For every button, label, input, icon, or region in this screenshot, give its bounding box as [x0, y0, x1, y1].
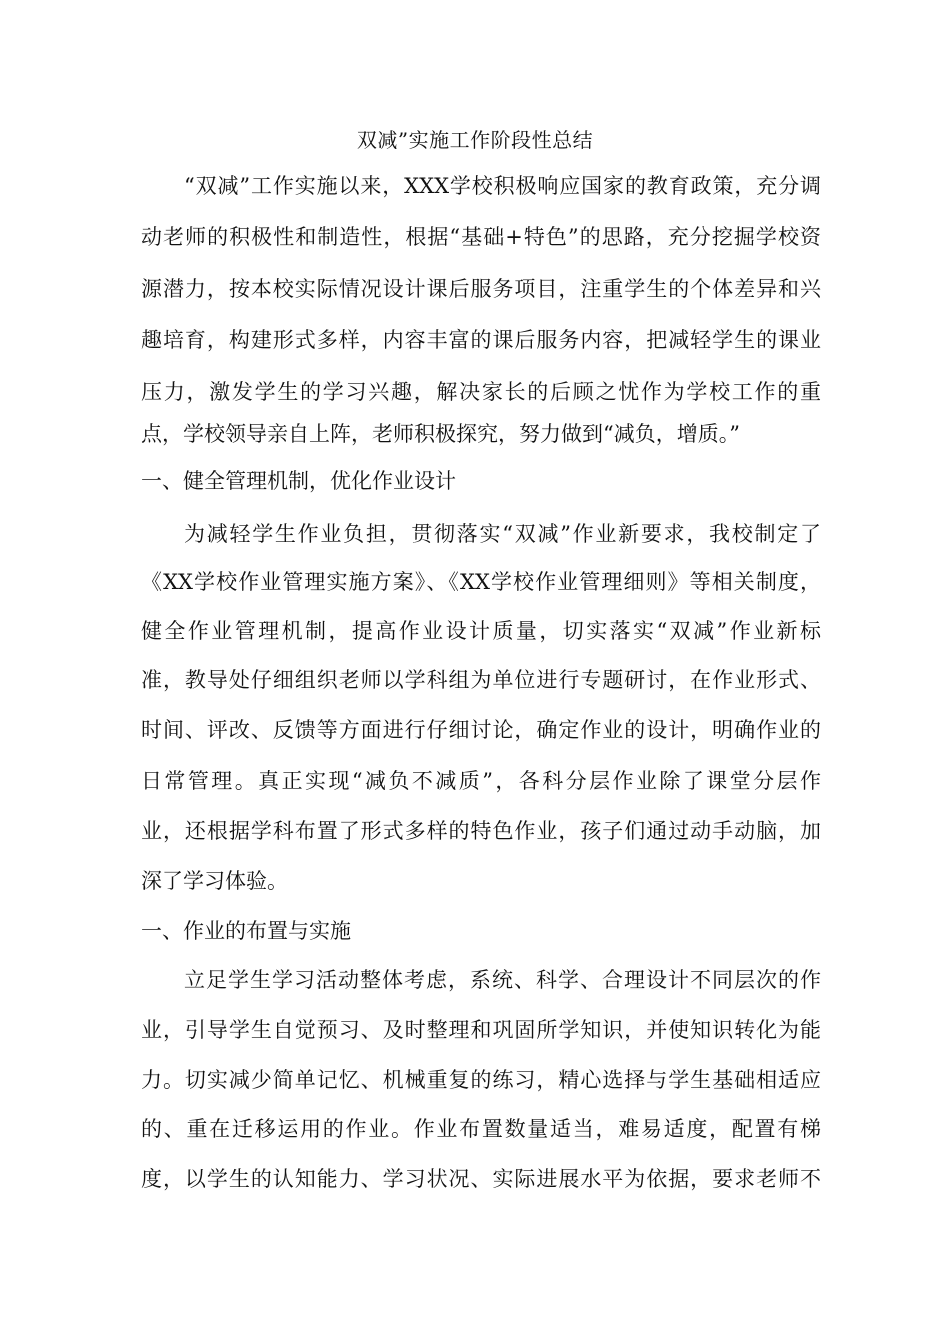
paragraph-1-line-2: 动老师的积极性和制造性，根据“基础+特色”的思路，充分挖掘学校资 — [141, 225, 821, 249]
paragraph-2-line-1: 为减轻学生作业负担，贯彻落实“双减”作业新要求，我校制定了 — [184, 522, 821, 546]
paragraph-1-line-4: 趣培育，构建形式多样，内容丰富的课后服务内容，把减轻学生的课业 — [141, 328, 821, 352]
paragraph-1-line-1: “双减”工作实施以来，XXX学校积极响应国家的教育政策，充分调 — [184, 174, 821, 198]
paragraph-2-line-4: 准，教导处仔细组织老师以学科组为单位进行专题研讨，在作业形式、 — [141, 668, 821, 692]
paragraph-3-line-3: 力。切实减少简单记忆、机械重复的练习，精心选择与学生基础相适应 — [141, 1068, 821, 1092]
paragraph-2-line-8: 深了学习体验。 — [141, 869, 288, 893]
section-heading-2: 一、作业的布置与实施 — [141, 919, 351, 943]
paragraph-3-line-5: 度，以学生的认知能力、学习状况、实际进展水平为依据，要求老师不 — [141, 1167, 821, 1191]
paragraph-2-line-3: 健全作业管理机制，提高作业设计质量，切实落实“双减”作业新标 — [141, 619, 821, 643]
paragraph-1-line-5: 压力，激发学生的学习兴趣，解决家长的后顾之忧作为学校工作的重 — [141, 380, 821, 404]
paragraph-2-line-7: 业，还根据学科布置了形式多样的特色作业，孩子们通过动手动脑，加 — [141, 819, 821, 843]
paragraph-2-line-2: 《XX学校作业管理实施方案》、《XX学校作业管理细则》等相关制度， — [141, 570, 821, 594]
paragraph-3-line-2: 业，引导学生自觉预习、及时整理和巩固所学知识，并使知识转化为能 — [141, 1018, 821, 1042]
section-heading-1: 一、健全管理机制，优化作业设计 — [141, 469, 456, 493]
paragraph-2-line-5: 时间、评改、反馈等方面进行仔细讨论，确定作业的设计，明确作业的 — [141, 718, 821, 742]
document-title: 双减”实施工作阶段性总结 — [356, 128, 594, 152]
paragraph-2-line-6: 日常管理。真正实现“减负不减质”，各科分层作业除了课堂分层作 — [141, 769, 821, 793]
paragraph-3-line-1: 立足学生学习活动整体考虑，系统、科学、合理设计不同层次的作 — [184, 968, 821, 992]
paragraph-1-line-6: 点，学校领导亲自上阵，老师积极探究，努力做到“减负，增质。” — [141, 422, 740, 446]
paragraph-3-line-4: 的、重在迁移运用的作业。作业布置数量适当，难易适度，配置有梯 — [141, 1117, 821, 1141]
paragraph-1-line-3: 源潜力，按本校实际情况设计课后服务项目，注重学生的个体差异和兴 — [141, 277, 821, 301]
